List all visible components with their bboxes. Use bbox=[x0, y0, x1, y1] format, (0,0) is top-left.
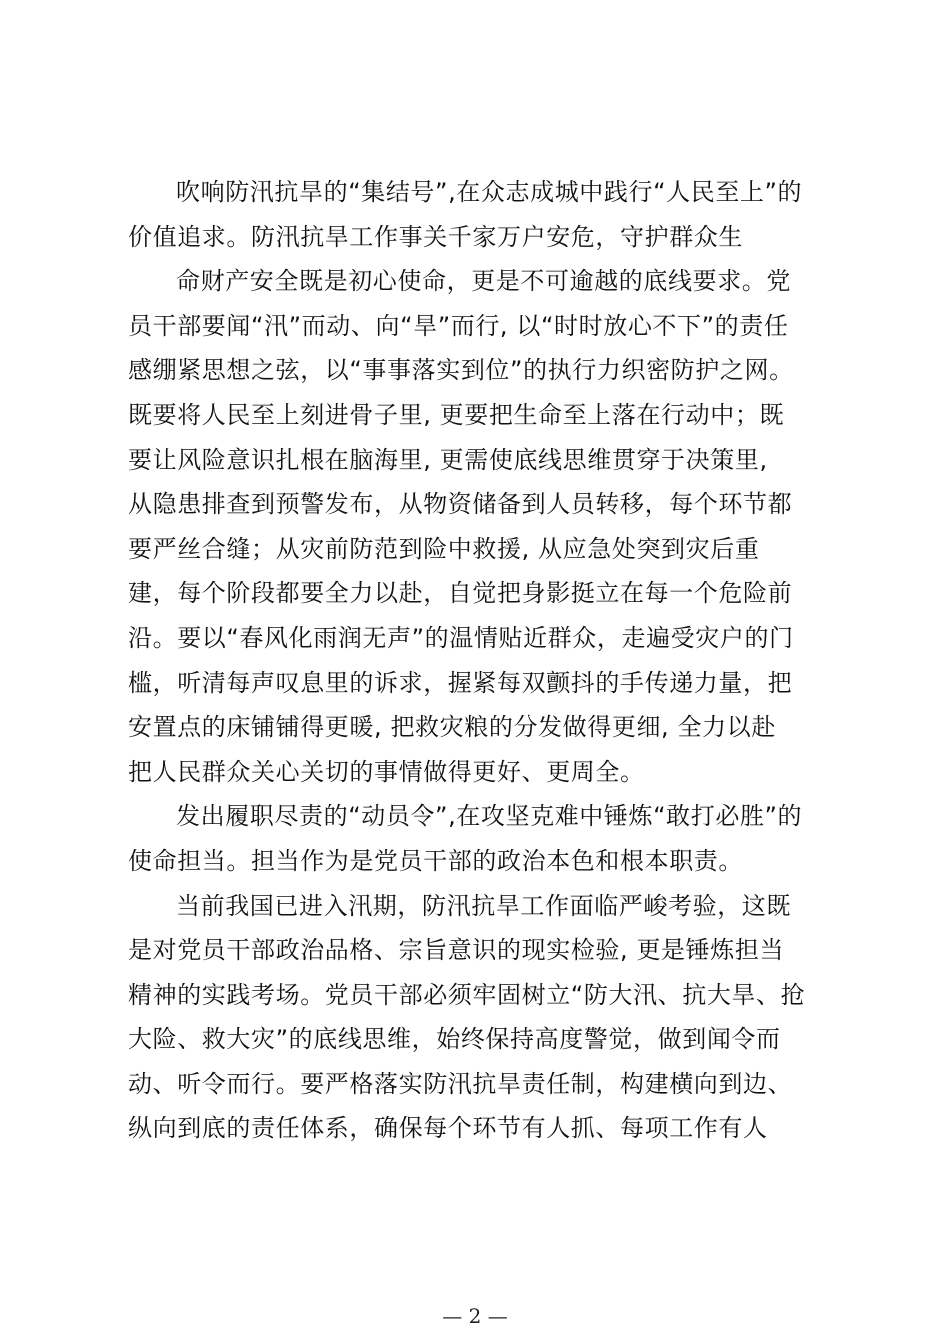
body-line-22: 纵向到底的责任体系，确保每个环节有人抓、每项工作有人 bbox=[128, 1114, 768, 1143]
body-line-18: 是对党员干部政治品格、宗旨意识的现实检验, 更是锤炼担当 bbox=[128, 936, 785, 965]
body-line-11: 沿。要以“春风化雨润无声”的温情贴近群众，走遍受灾户的门 bbox=[128, 623, 794, 652]
body-line-9: 要严丝合缝；从灾前防范到险中救援, 从应急处突到灾后重 bbox=[128, 534, 760, 563]
body-line-12: 槛，听清每声叹息里的诉求，握紧每双颤抖的手传递力量，把 bbox=[128, 668, 793, 697]
body-line-21: 动、听令而行。要严格落实防汛抗旱责任制，构建横向到边、 bbox=[128, 1069, 793, 1098]
body-line-2: 价值追求。防汛抗旱工作事关千家万户安危，守护群众生 bbox=[128, 222, 743, 251]
body-line-8: 从隐患排查到预警发布，从物资储备到人员转移，每个环节都 bbox=[128, 490, 793, 519]
body-line-5: 感绷紧思想之弦，以“事事落实到位”的执行力织密防护之网。 bbox=[128, 356, 794, 385]
body-line-4: 员干部要闻“汛”而动、向“旱”而行, 以“时时放心不下”的责任 bbox=[128, 311, 789, 340]
body-line-1: 吹响防汛抗旱的“集结号”,在众志成城中践行“人民至上”的 bbox=[176, 178, 803, 206]
body-line-13: 安置点的床铺铺得更暖, 把救灾粮的分发做得更细, 全力以赴 bbox=[128, 713, 776, 742]
page-number: — 2 — bbox=[442, 1304, 508, 1328]
document-body bbox=[128, 170, 828, 1151]
body-line-3: 命财产安全既是初心使命，更是不可逾越的底线要求。党 bbox=[176, 267, 791, 296]
body-line-16: 使命担当。担当作为是党员干部的政治本色和根本职责。 bbox=[128, 846, 743, 875]
body-line-15: 发出履职尽责的“动员令”,在攻坚克难中锤炼“敢打必胜”的 bbox=[176, 802, 803, 831]
body-line-6: 既要将人民至上刻进骨子里, 更要把生命至上落在行动中；既 bbox=[128, 400, 785, 429]
body-line-19: 精神的实践考场。党员干部必须牢固树立“防大汛、抗大旱、抢 bbox=[128, 980, 806, 1009]
body-line-20: 大险、救大灾”的底线思维，始终保持高度警觉，做到闻令而 bbox=[128, 1025, 781, 1054]
body-line-17: 当前我国已进入汛期，防汛抗旱工作面临严峻考验，这既 bbox=[176, 891, 791, 920]
body-line-7: 要让风险意识扎根在脑海里, 更需使底线思维贯穿于决策里, bbox=[128, 445, 768, 474]
body-line-14: 把人民群众关心关切的事情做得更好、更周全。 bbox=[128, 757, 645, 786]
body-line-10: 建，每个阶段都要全力以赴，自觉把身影挺立在每一个危险前 bbox=[128, 579, 793, 608]
